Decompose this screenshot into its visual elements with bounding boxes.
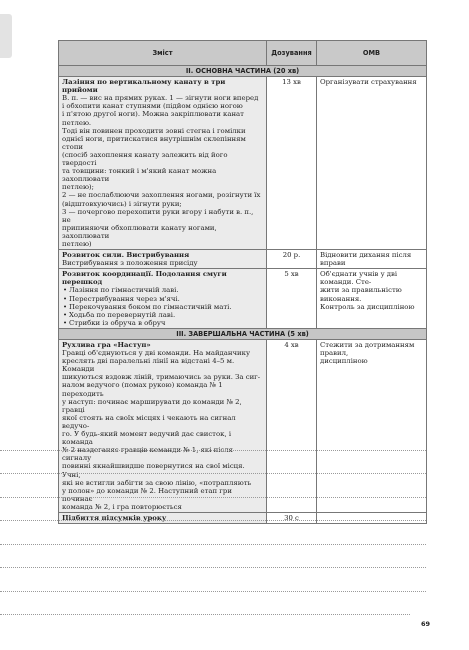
text-line: Вистрибування з положення присіду: [62, 259, 198, 268]
obstacle-list: [62, 286, 263, 326]
omv-cell: [317, 512, 427, 523]
page-number: 69: [420, 620, 430, 628]
exercise-title: Розвиток сили. Вистрибування: [62, 251, 190, 260]
content-cell: [59, 340, 267, 513]
list-item: • Ходьба по перевернутій лаві.: [62, 311, 263, 319]
content-cell: [59, 512, 267, 523]
text-line: 3 — почергово перехопити руки вгору і набути в. п., не: [62, 207, 254, 224]
content-cell: [59, 269, 267, 329]
table-row: [59, 512, 427, 523]
omv-cell: Організувати страхування: [317, 77, 427, 250]
dosage-cell: 30 с: [267, 512, 317, 523]
exercise-title: Розвиток координації. Подолання смуги перешкод: [62, 270, 227, 287]
text-line: повинні якнайшвидше повернутися на свої місця. Учні,: [62, 462, 245, 479]
exercise-title: Рухлива гра «Наступ»: [62, 341, 151, 349]
text-line: однієї ноги, притискатися внутрішнім склепінням стопи: [62, 134, 246, 151]
list-item: • Стрибки із обруча в обруч: [62, 319, 263, 327]
list-item: • Перестрибування через м'ячі.: [62, 295, 263, 303]
dosage-cell: 20 р.: [267, 250, 317, 269]
text-line: і п'ятою другої ноги). Можна закріплювати канат петлею.: [62, 110, 244, 127]
text-line: го. У будь-який момент ведучий дає свисток, і команда: [62, 430, 232, 447]
text-line: петлею): [62, 239, 92, 248]
exercise-title: Лазіння по вертикальному канату в три прийоми: [62, 78, 226, 95]
table-row: [59, 250, 427, 269]
omv-cell: [317, 340, 427, 513]
writing-line: [0, 450, 426, 451]
text-line: припиняючи обхоплювати канату ногами, захоплювати: [62, 223, 217, 240]
text-line: В. п. — вис на прямих руках. 1 — зігнути ноги вперед: [62, 94, 259, 103]
writing-line: [0, 614, 410, 615]
text-line: (відштовхуючись) і зігнути руки;: [62, 199, 182, 208]
dosage-cell: 5 хв: [267, 269, 317, 329]
text-line: шикуються вздовж ліній, тримаючись за руки. За сиг-: [62, 373, 261, 382]
text-line: жити за правильністю виконання.: [320, 286, 402, 303]
text-line: 2 — не послаблюючи захоплення ногами, розігнути їх: [62, 191, 261, 200]
text-line: якої стоять на своїх місцях і чекають на сигнал ведучо-: [62, 413, 236, 430]
text-line: команда № 2, і гра повторюється: [62, 502, 182, 511]
section-row-main: [59, 66, 427, 77]
writing-line: [0, 567, 426, 568]
list-item: • Лазіння по гімнастичній лаві.: [62, 286, 263, 294]
header-content: Зміст: [59, 41, 267, 66]
writing-line: [0, 520, 426, 521]
text-line: які не встигли забігти за свою лінію, «потрапляють: [62, 478, 252, 487]
writing-line: [0, 473, 426, 474]
header-dosage: Дозування: [267, 41, 317, 66]
dosage-cell: 4 хв: [267, 340, 317, 513]
text-line: Контроль за дисципліною: [320, 302, 415, 311]
text-line: дисципліною: [320, 357, 368, 366]
omv-cell: [317, 269, 427, 329]
section-row-final: [59, 328, 427, 339]
text-line: (спосіб захоплення канату залежить від його твердості: [62, 150, 228, 168]
text-line: № 2 наздоганяє гравців команди № 1, які після сигналу: [62, 446, 234, 463]
text-line: у полон» до команди № 2. Наступний етап гри починає: [62, 486, 232, 503]
text-line: петлею);: [62, 183, 94, 192]
writing-line: [0, 497, 426, 498]
writing-line: [0, 591, 426, 592]
exercise-title: Підбиття підсумків уроку: [62, 513, 167, 522]
text-line: Об'єднати учнів у дві команди. Сте-: [320, 270, 398, 287]
text-line: креслять дві паралельні лінії на відстані 4–5 м. Команди: [62, 357, 235, 374]
table-row: [59, 77, 427, 250]
section-title-main: ІІ. ОСНОВНА ЧАСТИНА (20 хв): [59, 66, 427, 77]
text-line: Стежити за дотриманням правил,: [320, 341, 415, 358]
page-edge-tab: [0, 14, 12, 58]
table-row: [59, 269, 427, 329]
header-omv: ОМВ: [317, 41, 427, 66]
section-title-final: ІІІ. ЗАВЕРШАЛЬНА ЧАСТИНА (5 хв): [59, 328, 427, 339]
content-cell: [59, 77, 267, 250]
lesson-plan-table: [58, 40, 427, 524]
text-line: у наступ: починає марширувати до команди № 2, гравці: [62, 397, 242, 414]
text-line: та товщини: тонкий і м'який канат можна захоплювати: [62, 167, 217, 184]
omv-cell: Відновити дихання після вправи: [317, 250, 427, 269]
text-line: Гравці об'єднуються у дві команди. На майданчику: [62, 349, 250, 358]
table-header-row: [59, 41, 427, 66]
table-row: [59, 340, 427, 513]
text-line: і обхопити канат ступнями (підйом однією ногою: [62, 102, 243, 111]
writing-line: [0, 544, 426, 545]
list-item: • Перекочування боком по гімнастичній маті.: [62, 303, 263, 311]
dosage-cell: 13 хв: [267, 77, 317, 250]
content-cell: [59, 250, 267, 269]
text-line: налом ведучого (помах рукою) команда № 1 переходить: [62, 381, 223, 398]
text-line: Тоді він повинен проходити зовні стегна і гомілки: [62, 126, 246, 135]
